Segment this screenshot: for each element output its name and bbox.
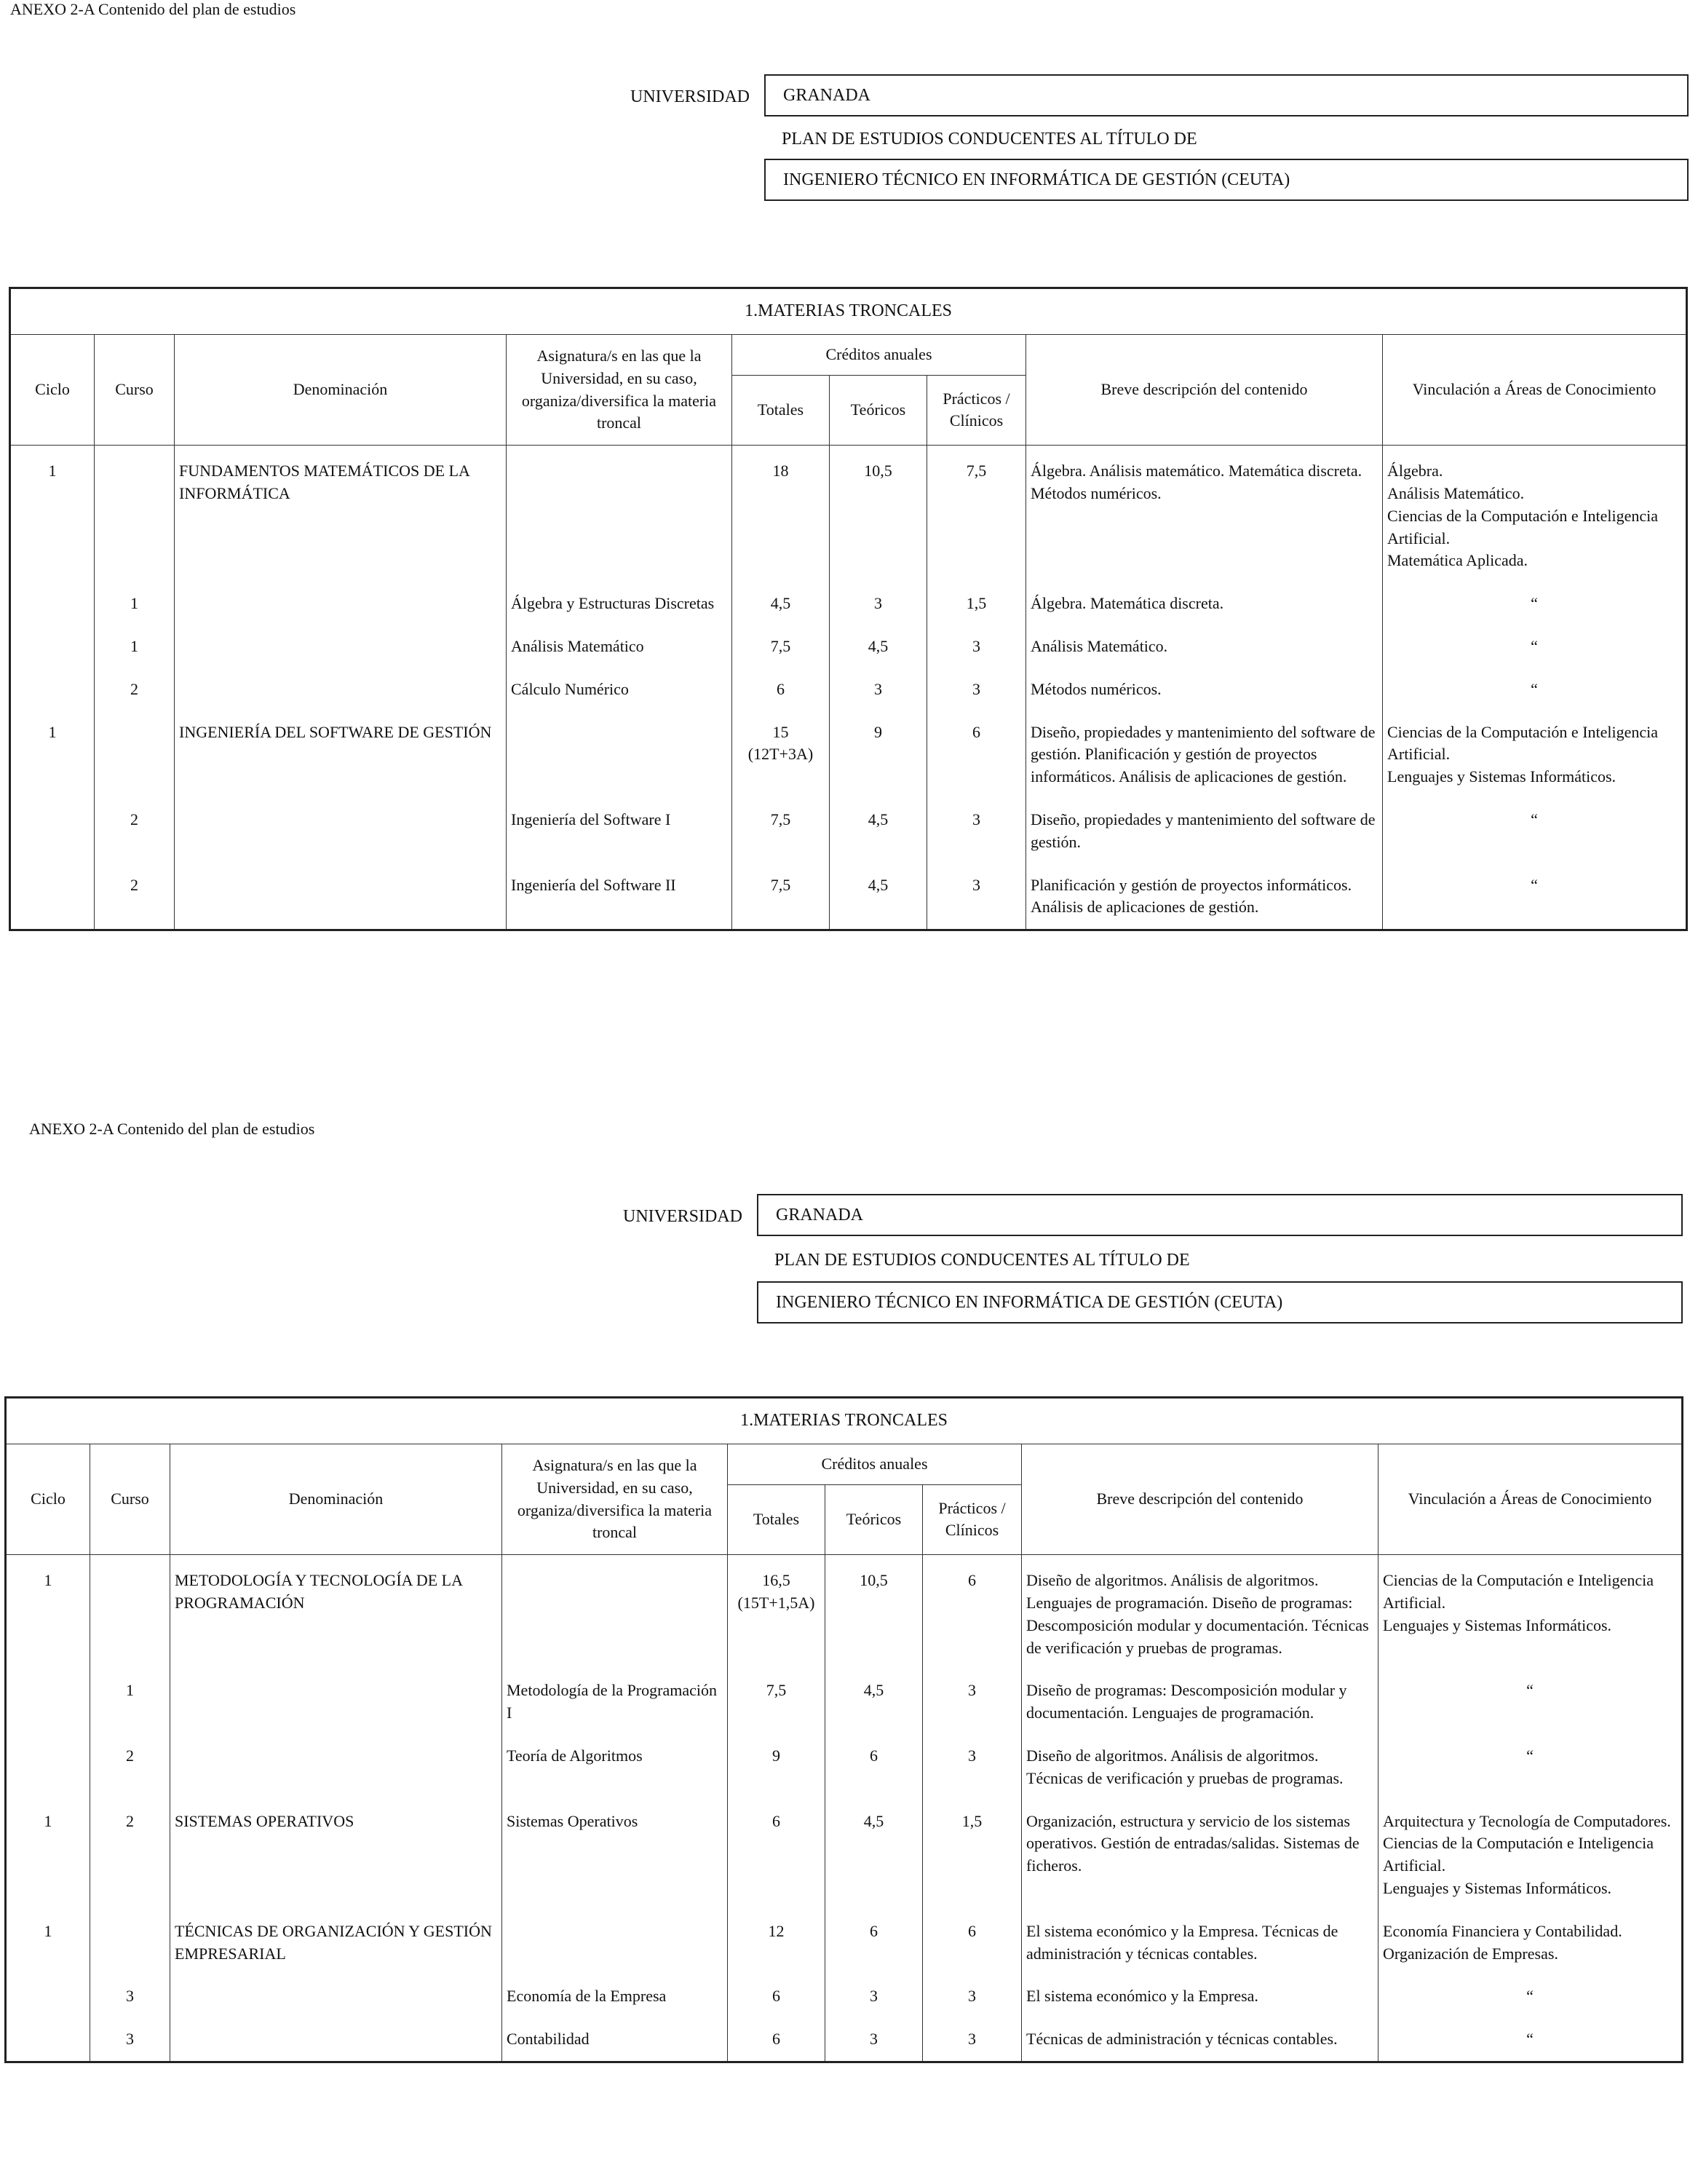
titulo-value: INGENIERO TÉCNICO EN INFORMÁTICA DE GESTIÓN (CEUTA)	[776, 1292, 1283, 1312]
cell-practicos: 3	[927, 668, 1026, 711]
cell-descripcion: Métodos numéricos.	[1026, 668, 1383, 711]
hdr-practicos: Prácticos / Clínicos	[927, 375, 1026, 445]
table-row	[10, 625, 1687, 668]
materias-table	[4, 1396, 1683, 2063]
cell-totales: 7,5	[732, 625, 830, 668]
cell-descripcion: Diseño de algoritmos. Análisis de algoritmos. Técnicas de verificación y pruebas de programas.	[1022, 1735, 1378, 1800]
cell-totales: 12	[728, 1910, 825, 1976]
cell-teoricos: 4,5	[825, 1669, 923, 1735]
cell-practicos: 3	[927, 625, 1026, 668]
cell-descripcion: Diseño de algoritmos. Análisis de algoritmos. Lenguajes de programación. Diseño de programas: Descomposición modular y documentación. Técnicas de verificación y pruebas de programas.	[1022, 1555, 1378, 1670]
cell-asignatura: Sistemas Operativos	[502, 1800, 728, 1910]
hdr-asignaturas: Asignatura/s en las que la Universidad, en su caso, organiza/diversifica la materia troncal	[507, 335, 732, 446]
cell-teoricos: 10,5	[830, 446, 927, 582]
cell-vinculacion: “	[1378, 1735, 1683, 1800]
cell-totales: 7,5	[728, 1669, 825, 1735]
cell-ciclo	[6, 1975, 90, 2018]
cell-vinculacion: “	[1378, 1975, 1683, 2018]
cell-ciclo	[6, 1669, 90, 1735]
cell-teoricos: 3	[825, 2018, 923, 2062]
universidad-label: UNIVERSIDAD	[630, 87, 750, 106]
cell-vinculacion: “	[1378, 1669, 1683, 1735]
table-row	[10, 668, 1687, 711]
cell-ciclo: 1	[6, 1910, 90, 1976]
cell-vinculacion: “	[1383, 799, 1687, 864]
table-row	[6, 1910, 1683, 1976]
cell-practicos: 7,5	[927, 446, 1026, 582]
cell-teoricos: 6	[825, 1735, 923, 1800]
table-row	[6, 1800, 1683, 1910]
cell-denominacion	[175, 668, 507, 711]
cell-asignatura	[502, 1555, 728, 1670]
hdr-teoricos: Teóricos	[825, 1484, 923, 1554]
cell-vinculacion: Arquitectura y Tecnología de Computadores. Ciencias de la Computación e Inteligencia Artificial. Lenguajes y Sistemas Informáticos.	[1378, 1800, 1683, 1910]
cell-totales: 15 (12T+3A)	[732, 711, 830, 799]
cell-descripcion: Álgebra. Análisis matemático. Matemática discreta. Métodos numéricos.	[1026, 446, 1383, 582]
cell-descripcion: Diseño de programas: Descomposición modular y documentación. Lenguajes de programación.	[1022, 1669, 1378, 1735]
hdr-asignaturas: Asignatura/s en las que la Universidad, en su caso, organiza/diversifica la materia troncal	[502, 1444, 728, 1555]
cell-asignatura: Contabilidad	[502, 2018, 728, 2062]
hdr-practicos: Prácticos / Clínicos	[923, 1484, 1022, 1554]
hdr-curso: Curso	[95, 335, 175, 446]
cell-curso: 1	[95, 582, 175, 625]
titulo-box	[757, 1281, 1683, 1324]
cell-ciclo	[10, 582, 95, 625]
table-row	[6, 1975, 1683, 2018]
cell-teoricos: 4,5	[830, 625, 927, 668]
hdr-ciclo: Ciclo	[10, 335, 95, 446]
materias-table	[9, 287, 1688, 931]
cell-asignatura: Álgebra y Estructuras Discretas	[507, 582, 732, 625]
cell-ciclo	[6, 1735, 90, 1800]
hdr-totales: Totales	[728, 1484, 825, 1554]
cell-totales: 6	[728, 2018, 825, 2062]
cell-vinculacion: “	[1378, 2018, 1683, 2062]
cell-descripcion: Álgebra. Matemática discreta.	[1026, 582, 1383, 625]
cell-practicos: 6	[923, 1555, 1022, 1670]
cell-practicos: 3	[923, 1669, 1022, 1735]
cell-curso: 2	[95, 864, 175, 930]
cell-asignatura: Economía de la Empresa	[502, 1975, 728, 2018]
plan-label: PLAN DE ESTUDIOS CONDUCENTES AL TÍTULO DE	[774, 1251, 1190, 1270]
titulo-value: INGENIERO TÉCNICO EN INFORMÁTICA DE GESTIÓN (CEUTA)	[783, 170, 1290, 189]
cell-descripcion: Análisis Matemático.	[1026, 625, 1383, 668]
table-row	[10, 582, 1687, 625]
cell-asignatura: Ingeniería del Software II	[507, 864, 732, 930]
cell-denominacion	[170, 1735, 502, 1800]
hdr-creditos: Créditos anuales	[728, 1444, 1022, 1485]
cell-denominacion	[175, 864, 507, 930]
cell-descripcion: Planificación y gestión de proyectos informáticos. Análisis de aplicaciones de gestión.	[1026, 864, 1383, 930]
cell-asignatura: Metodología de la Programación I	[502, 1669, 728, 1735]
cell-teoricos: 4,5	[830, 864, 927, 930]
cell-descripcion: El sistema económico y la Empresa.	[1022, 1975, 1378, 2018]
hdr-vinculacion: Vinculación a Áreas de Conocimiento	[1378, 1444, 1683, 1555]
cell-practicos: 6	[923, 1910, 1022, 1976]
cell-practicos: 6	[927, 711, 1026, 799]
cell-ciclo: 1	[6, 1555, 90, 1670]
cell-asignatura	[507, 711, 732, 799]
cell-descripcion: Organización, estructura y servicio de los sistemas operativos. Gestión de entradas/salidas. Sistemas de ficheros.	[1022, 1800, 1378, 1910]
cell-denominacion: INGENIERÍA DEL SOFTWARE DE GESTIÓN	[175, 711, 507, 799]
anexo-title: ANEXO 2-A Contenido del plan de estudios	[29, 1120, 315, 1138]
cell-teoricos: 3	[830, 668, 927, 711]
cell-ciclo	[10, 864, 95, 930]
cell-descripcion: Técnicas de administración y técnicas contables.	[1022, 2018, 1378, 2062]
table-title: 1.MATERIAS TRONCALES	[6, 1398, 1683, 1444]
table-row	[6, 1669, 1683, 1735]
cell-totales: 4,5	[732, 582, 830, 625]
universidad-value: GRANADA	[776, 1205, 863, 1224]
hdr-ciclo: Ciclo	[6, 1444, 90, 1555]
cell-teoricos: 4,5	[825, 1800, 923, 1910]
cell-vinculacion: “	[1383, 582, 1687, 625]
cell-practicos: 3	[923, 2018, 1022, 2062]
cell-practicos: 3	[927, 864, 1026, 930]
hdr-creditos: Créditos anuales	[732, 335, 1026, 376]
cell-asignatura: Cálculo Numérico	[507, 668, 732, 711]
cell-curso	[90, 1910, 170, 1976]
universidad-box	[757, 1194, 1683, 1236]
cell-vinculacion: “	[1383, 668, 1687, 711]
cell-practicos: 1,5	[923, 1800, 1022, 1910]
cell-asignatura	[507, 446, 732, 582]
cell-totales: 16,5 (15T+1,5A)	[728, 1555, 825, 1670]
titulo-box	[764, 159, 1689, 201]
cell-ciclo: 1	[10, 446, 95, 582]
cell-ciclo: 1	[10, 711, 95, 799]
cell-totales: 9	[728, 1735, 825, 1800]
cell-practicos: 1,5	[927, 582, 1026, 625]
cell-ciclo	[10, 799, 95, 864]
table-row	[10, 864, 1687, 930]
hdr-descripcion: Breve descripción del contenido	[1022, 1444, 1378, 1555]
cell-totales: 7,5	[732, 864, 830, 930]
plan-label: PLAN DE ESTUDIOS CONDUCENTES AL TÍTULO DE	[782, 130, 1197, 149]
hdr-totales: Totales	[732, 375, 830, 445]
cell-denominacion	[170, 2018, 502, 2062]
cell-curso: 3	[90, 1975, 170, 2018]
cell-descripcion: Diseño, propiedades y mantenimiento del software de gestión.	[1026, 799, 1383, 864]
cell-denominacion: TÉCNICAS DE ORGANIZACIÓN Y GESTIÓN EMPRESARIAL	[170, 1910, 502, 1976]
cell-denominacion	[175, 625, 507, 668]
cell-denominacion	[175, 799, 507, 864]
cell-denominacion: METODOLOGÍA Y TECNOLOGÍA DE LA PROGRAMACIÓN	[170, 1555, 502, 1670]
cell-denominacion	[170, 1669, 502, 1735]
cell-totales: 7,5	[732, 799, 830, 864]
cell-vinculacion: “	[1383, 625, 1687, 668]
cell-totales: 18	[732, 446, 830, 582]
cell-teoricos: 6	[825, 1910, 923, 1976]
cell-asignatura: Análisis Matemático	[507, 625, 732, 668]
table-row	[6, 2018, 1683, 2062]
universidad-value: GRANADA	[783, 85, 870, 105]
cell-totales: 6	[728, 1800, 825, 1910]
cell-vinculacion: Ciencias de la Computación e Inteligencia Artificial. Lenguajes y Sistemas Informáticos.	[1383, 711, 1687, 799]
universidad-label: UNIVERSIDAD	[623, 1207, 742, 1226]
cell-teoricos: 10,5	[825, 1555, 923, 1670]
cell-teoricos: 4,5	[830, 799, 927, 864]
cell-ciclo: 1	[6, 1800, 90, 1910]
anexo-title: ANEXO 2-A Contenido del plan de estudios	[10, 0, 296, 18]
cell-practicos: 3	[923, 1735, 1022, 1800]
cell-denominacion: FUNDAMENTOS MATEMÁTICOS DE LA INFORMÁTICA	[175, 446, 507, 582]
cell-curso: 2	[90, 1735, 170, 1800]
cell-descripcion: Diseño, propiedades y mantenimiento del software de gestión. Planificación y gestión de proyectos informáticos. Análisis de aplicaciones de gestión.	[1026, 711, 1383, 799]
hdr-denominacion: Denominación	[175, 335, 507, 446]
cell-ciclo	[10, 625, 95, 668]
cell-curso: 1	[95, 625, 175, 668]
cell-vinculacion: Álgebra. Análisis Matemático. Ciencias de la Computación e Inteligencia Artificial. Matemática Aplicada.	[1383, 446, 1687, 582]
cell-curso	[95, 711, 175, 799]
cell-curso	[95, 446, 175, 582]
cell-totales: 6	[732, 668, 830, 711]
table-body	[6, 1555, 1683, 2062]
table-body	[10, 446, 1687, 930]
cell-curso: 2	[90, 1800, 170, 1910]
cell-practicos: 3	[923, 1975, 1022, 2018]
table-row	[10, 711, 1687, 799]
cell-curso	[90, 1555, 170, 1670]
cell-practicos: 3	[927, 799, 1026, 864]
table-row	[6, 1735, 1683, 1800]
cell-teoricos: 9	[830, 711, 927, 799]
cell-totales: 6	[728, 1975, 825, 2018]
hdr-denominacion: Denominación	[170, 1444, 502, 1555]
cell-curso: 2	[95, 799, 175, 864]
cell-asignatura: Teoría de Algoritmos	[502, 1735, 728, 1800]
cell-denominacion	[175, 582, 507, 625]
cell-descripcion: El sistema económico y la Empresa. Técnicas de administración y técnicas contables.	[1022, 1910, 1378, 1976]
table-row	[6, 1555, 1683, 1670]
cell-teoricos: 3	[825, 1975, 923, 2018]
hdr-teoricos: Teóricos	[830, 375, 927, 445]
cell-ciclo	[6, 2018, 90, 2062]
cell-denominacion: SISTEMAS OPERATIVOS	[170, 1800, 502, 1910]
cell-asignatura	[502, 1910, 728, 1976]
table-row	[10, 446, 1687, 582]
table-title: 1.MATERIAS TRONCALES	[10, 288, 1687, 335]
cell-vinculacion: “	[1383, 864, 1687, 930]
cell-curso: 1	[90, 1669, 170, 1735]
table-row	[10, 799, 1687, 864]
cell-teoricos: 3	[830, 582, 927, 625]
cell-denominacion	[170, 1975, 502, 2018]
universidad-box	[764, 74, 1689, 116]
cell-vinculacion: Ciencias de la Computación e Inteligencia Artificial. Lenguajes y Sistemas Informáticos.	[1378, 1555, 1683, 1670]
cell-curso: 2	[95, 668, 175, 711]
hdr-descripcion: Breve descripción del contenido	[1026, 335, 1383, 446]
cell-ciclo	[10, 668, 95, 711]
cell-vinculacion: Economía Financiera y Contabilidad. Organización de Empresas.	[1378, 1910, 1683, 1976]
cell-asignatura: Ingeniería del Software I	[507, 799, 732, 864]
hdr-curso: Curso	[90, 1444, 170, 1555]
cell-curso: 3	[90, 2018, 170, 2062]
hdr-vinculacion: Vinculación a Áreas de Conocimiento	[1383, 335, 1687, 446]
